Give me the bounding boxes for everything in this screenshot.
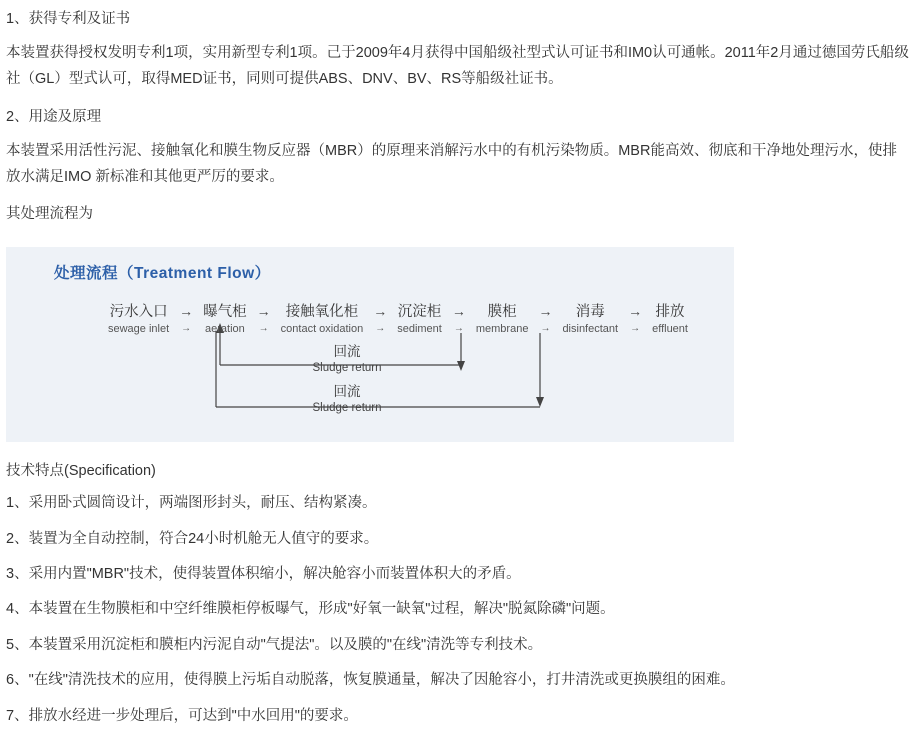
flow-node-label-en: disinfectant	[562, 323, 619, 336]
flow-arrow-5	[530, 303, 560, 335]
arrow-icon: →	[540, 322, 551, 334]
return-label-en: Sludge return	[312, 361, 382, 374]
list-item: 5、本装置采用沉淀柜和膜柜内污泥自动"气提法"。以及膜的"在线"清洗等专利技术。	[6, 636, 543, 653]
flow-node-label-en: effluent	[652, 323, 688, 336]
flow-node-membrane	[474, 303, 531, 337]
spec-title: 技术特点(Specification)	[6, 463, 156, 480]
arrow-icon: →	[179, 303, 194, 320]
list-item: 6、"在线"清洗技术的应用，使得膜上污垢自动脱落，恢复膜通量，解决了因舱容小，打井清洗或更换膜组的困难。	[6, 672, 735, 689]
usage-paragraph: 本装置采用活性污泥、接触氧化和膜生物反应器（MBR）的原理来消解污水中的有机污染物质。MBR能高效、彻底和干净地处理污水，使排放水满足IMO 新标准和其他更严厉的要求。	[6, 143, 897, 185]
flow-node-label-cn: 排放	[655, 304, 685, 321]
flow-node-label-cn: 接触氧化柜	[285, 304, 359, 321]
flow-node-label-en: aeration	[205, 323, 245, 336]
arrow-icon: →	[181, 322, 192, 334]
flow-node-label-en: contact oxidation	[280, 323, 364, 336]
arrow-icon: →	[538, 303, 553, 320]
flow-node-label-en: membrane	[475, 323, 529, 336]
flow-node-effluent	[650, 303, 690, 337]
flow-node-contact-oxidation	[279, 303, 366, 337]
list-item: 3、采用内置"MBR"技术，使得装置体积缩小，解决舱容小而装置体积大的矛盾。	[6, 566, 521, 583]
arrow-icon: →	[628, 303, 643, 320]
patent-paragraph: 本装置获得授权发明专利1项，实用新型专利1项。己于2009年4月获得中国船级社型式认可证书和IM0认可通帐。2011年2月通过德国劳氏船级社（GL）型式认可，取得MED证书，同则可提供ABS、DNV、BV、RS等船级社证书。	[6, 45, 909, 87]
list-item: 1、采用卧式圆筒设计，两端图形封头，耐压、结构紧凑。	[6, 495, 377, 512]
flow-node-sediment	[395, 303, 444, 337]
arrow-icon: →	[453, 322, 464, 334]
list-item: 7、排放水经进一步处理后，可达到"中水回用"的要求。	[6, 707, 358, 724]
flow-node-label-en: sediment	[397, 323, 442, 336]
return-label-cn: 回流	[333, 344, 361, 360]
list-item: 4、本装置在生物膜柜和中空纤维膜柜停板曝气，形成"好氧一缺氧"过程，解决"脱氮除磷"问题。	[6, 601, 615, 618]
flow-node-aeration	[201, 303, 249, 337]
flow-node-label-cn: 曝气柜	[203, 304, 247, 321]
flow-node-label-en: sewage inlet	[108, 323, 170, 336]
arrow-icon: →	[375, 322, 386, 334]
return-label-en: Sludge return	[312, 401, 382, 414]
treatment-flow-diagram	[6, 247, 734, 442]
patent-heading: 1、获得专利及证书	[6, 11, 131, 27]
list-item: 2、装置为全自动控制，符合24小时机舱无人值守的要求。	[6, 530, 379, 547]
flow-arrow-2	[249, 303, 279, 335]
flow-node-disinfectant	[560, 303, 620, 337]
arrow-icon: →	[258, 322, 269, 334]
arrow-icon: →	[630, 322, 641, 334]
sludge-return-label-2	[292, 383, 402, 415]
flow-node-label-cn: 沉淀柜	[397, 304, 442, 321]
flow-node-row	[106, 303, 690, 337]
flow-arrow-1	[171, 303, 201, 335]
return-label-cn: 回流	[333, 384, 361, 400]
arrow-icon: →	[256, 303, 271, 320]
flow-node-sewage-inlet	[106, 303, 171, 337]
arrow-icon: →	[373, 303, 388, 320]
usage-heading: 2、用途及原理	[6, 108, 102, 125]
flow-arrow-4	[444, 303, 474, 335]
flow-intro-paragraph: 其处理流程为	[6, 205, 93, 222]
flow-arrow-6	[620, 303, 650, 335]
diagram-title: 处理流程（Treatment Flow）	[54, 265, 271, 283]
flow-node-label-cn: 污水入口	[109, 304, 168, 321]
arrow-icon: →	[451, 303, 466, 320]
sludge-return-label-1	[292, 343, 402, 375]
flow-node-label-cn: 膜柜	[487, 304, 517, 321]
flow-node-label-cn: 消毒	[575, 304, 605, 321]
flow-arrow-3	[365, 303, 395, 335]
